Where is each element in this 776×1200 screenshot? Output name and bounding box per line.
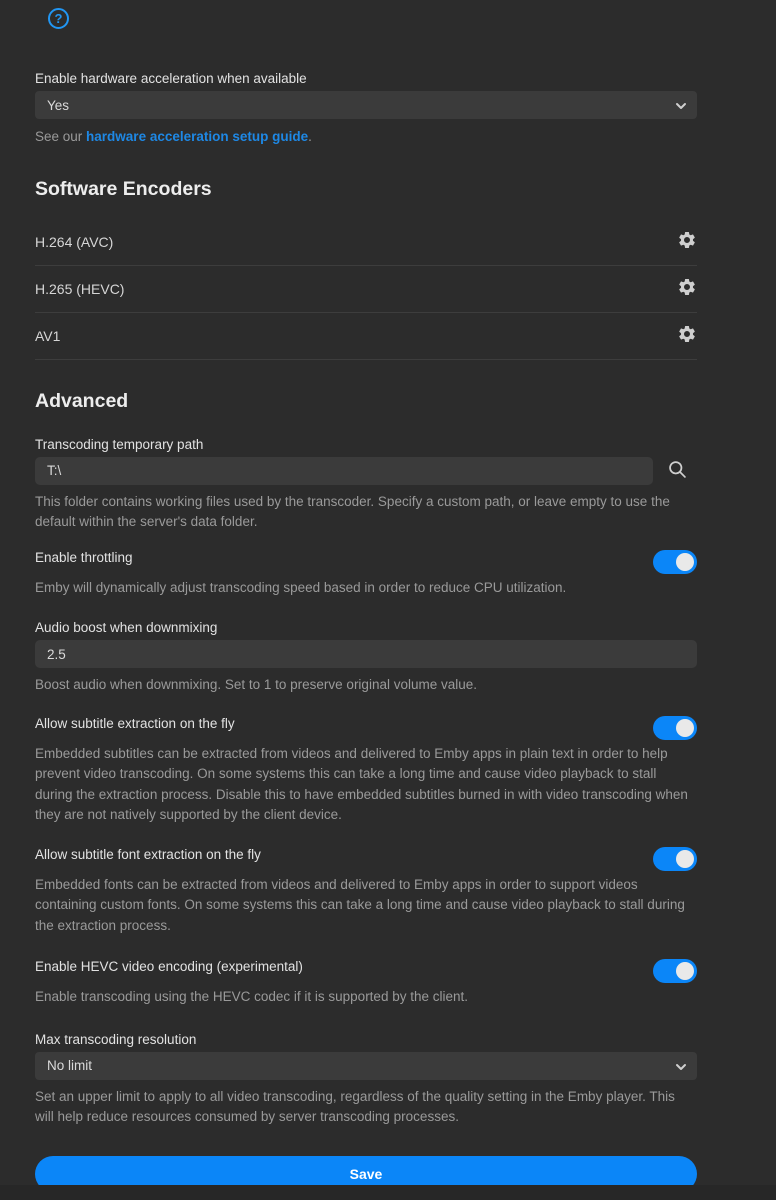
toggle-knob (676, 850, 694, 868)
software-encoders-heading: Software Encoders (35, 177, 212, 200)
transcoding-path-input[interactable] (35, 457, 653, 485)
max-resolution-field (35, 1032, 697, 1128)
throttling-description: Emby will dynamically adjust transcoding speed based in order to reduce CPU utilization. (35, 579, 567, 595)
subtitle-extraction-label: Allow subtitle extraction on the fly (35, 715, 235, 731)
transcoding-path-label: Transcoding temporary path (35, 436, 204, 452)
chevron-down-icon (675, 99, 687, 117)
max-resolution-select[interactable] (35, 1052, 697, 1080)
save-button[interactable]: Save (35, 1156, 697, 1192)
hevc-encoding-label: Enable HEVC video encoding (experimental) (35, 959, 303, 974)
chevron-down-icon (675, 1060, 687, 1078)
hardware-acceleration-label: Enable hardware acceleration when available (35, 71, 307, 86)
audio-boost-description: Boost audio when downmixing. Set to 1 to preserve original volume value. (35, 677, 477, 692)
encoder-settings-button[interactable] (677, 230, 697, 253)
toggle-knob (676, 962, 694, 980)
hardware-acceleration-value: Yes (47, 97, 70, 113)
max-resolution-label: Max transcoding resolution (35, 1031, 197, 1047)
hevc-encoding-field (35, 959, 697, 1008)
encoder-label: H.264 (AVC) (35, 233, 114, 250)
gear-icon (677, 324, 697, 347)
browse-path-button[interactable] (667, 459, 688, 483)
helper-suffix: . (308, 129, 312, 144)
subtitle-extraction-description: Embedded subtitles can be extracted from videos and delivered to Emby apps in plain text in order to help prevent video transcoding. On some systems this can take a long time and cause video playback to stall during the extraction process. Disable this to have embedded subtitles burned in with video transcoding when they are not natively supported by the client device. (35, 745, 688, 822)
max-resolution-description: Set an upper limit to apply to all video transcoding, regardless of the quality setting in the Emby player. This will help reduce resources consumed by server transcoding processes. (35, 1088, 675, 1124)
throttling-field (35, 550, 697, 599)
throttling-label: Enable throttling (35, 549, 133, 565)
audio-boost-field (35, 620, 697, 696)
encoder-label: AV1 (35, 327, 61, 344)
audio-boost-input[interactable] (35, 640, 697, 668)
hevc-encoding-toggle[interactable] (653, 959, 697, 983)
encoder-settings-button[interactable] (677, 324, 697, 347)
font-extraction-description: Embedded fonts can be extracted from videos and delivered to Emby apps in order to support videos containing custom fonts. On some systems this can take a long time and cause video playback to stall during the extraction process. (35, 876, 685, 933)
font-extraction-toggle[interactable] (653, 847, 697, 871)
help-icon[interactable]: ? (48, 8, 69, 29)
encoder-settings-button[interactable] (677, 277, 697, 300)
gear-icon (677, 277, 697, 300)
encoder-label: H.265 (HEVC) (35, 280, 125, 297)
encoder-row-av1[interactable] (35, 313, 697, 360)
audio-boost-label: Audio boost when downmixing (35, 620, 218, 635)
encoder-row-h264[interactable] (35, 219, 697, 266)
subtitle-extraction-toggle[interactable] (653, 716, 697, 740)
throttling-toggle[interactable] (653, 550, 697, 574)
toggle-knob (676, 719, 694, 737)
transcoding-path-field (35, 437, 697, 533)
hardware-acceleration-guide-link[interactable]: hardware acceleration setup guide (86, 129, 309, 144)
max-resolution-value: No limit (47, 1058, 93, 1073)
toggle-knob (676, 553, 694, 571)
page-header (35, 8, 697, 29)
encoder-row-h265[interactable] (35, 266, 697, 313)
helper-prefix: See our (35, 129, 87, 144)
software-encoders-list (35, 219, 697, 360)
subtitle-extraction-field (35, 716, 697, 826)
search-icon (667, 459, 688, 483)
font-extraction-field (35, 847, 697, 937)
hardware-acceleration-select[interactable] (35, 91, 697, 119)
page-footer-strip (0, 1185, 776, 1200)
gear-icon (677, 230, 697, 253)
hevc-encoding-description: Enable transcoding using the HEVC codec if it is supported by the client. (35, 989, 468, 1004)
advanced-heading: Advanced (35, 389, 129, 412)
transcoding-path-description: This folder contains working files used by the transcoder. Specify a custom path, or leave empty to use the default within the server's data folder. (35, 493, 670, 529)
hardware-acceleration-helper (35, 127, 697, 148)
hardware-acceleration-field (35, 71, 697, 148)
font-extraction-label: Allow subtitle font extraction on the fly (35, 846, 261, 862)
